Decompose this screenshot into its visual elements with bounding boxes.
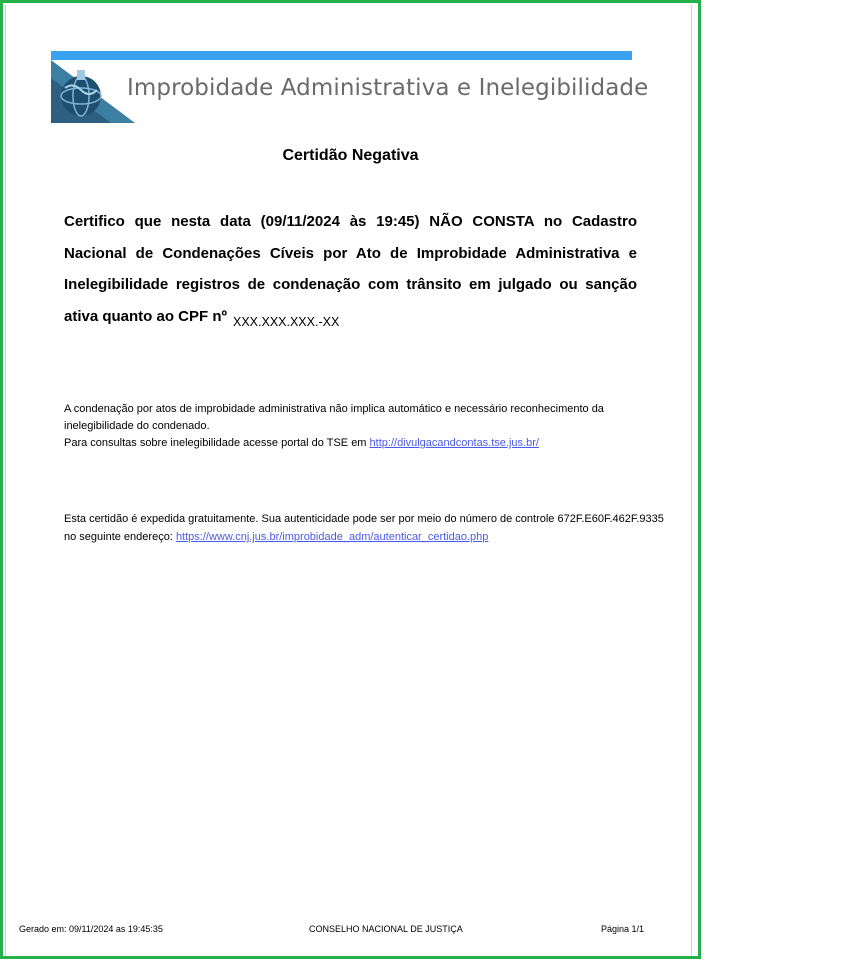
footer-organization: CONSELHO NACIONAL DE JUSTIÇA: [309, 924, 463, 934]
tse-consult-text: Para consultas sobre inelegibilidade acesse portal do TSE em: [64, 437, 367, 449]
notes-section: [64, 401, 644, 452]
authenticity-link[interactable]: https://www.cnj.jus.br/improbidade_adm/autenticar_certidao.php: [175, 531, 489, 543]
authenticity-text: Esta certidão é expedida gratuitamente. Sua autenticidade pode ser por meio do número de controle 672F.E60F.462F.9335 no seguinte endereço:: [64, 513, 664, 543]
footer-page-number: Página 1/1: [601, 924, 645, 934]
certificate-statement: Certifico que nesta data (09/11/2024 às 19:45) NÃO CONSTA no Cadastro Nacional de Condenações Cíveis por Ato de Improbidade Administrativa e Inelegibilidade registros de condenação com trânsito em julgado ou sanção ativa quanto ao CPF nº: [64, 213, 637, 325]
certificate-title: Certidão Negativa: [282, 147, 419, 164]
globe-icon: [51, 60, 135, 123]
footer-generated: Gerado em: 09/11/2024 as 19:45:35: [19, 924, 163, 934]
banner-title: Improbidade Administrativa e Inelegibilidade: [127, 75, 649, 101]
tse-portal-link[interactable]: http://divulgacandcontas.tse.jus.br/: [369, 437, 539, 449]
tse-consult-line: [64, 435, 644, 452]
authenticity-section: [64, 510, 664, 546]
cpf-value: XXX.XXX.XXX.-XX: [233, 314, 340, 329]
certificate-body: [64, 206, 637, 333]
banner-accent-bar: [51, 51, 632, 60]
inelegibility-note: A condenação por atos de improbidade administrativa não implica automático e necessário reconhecimento da inelegibilidade do condenado.: [64, 403, 604, 432]
